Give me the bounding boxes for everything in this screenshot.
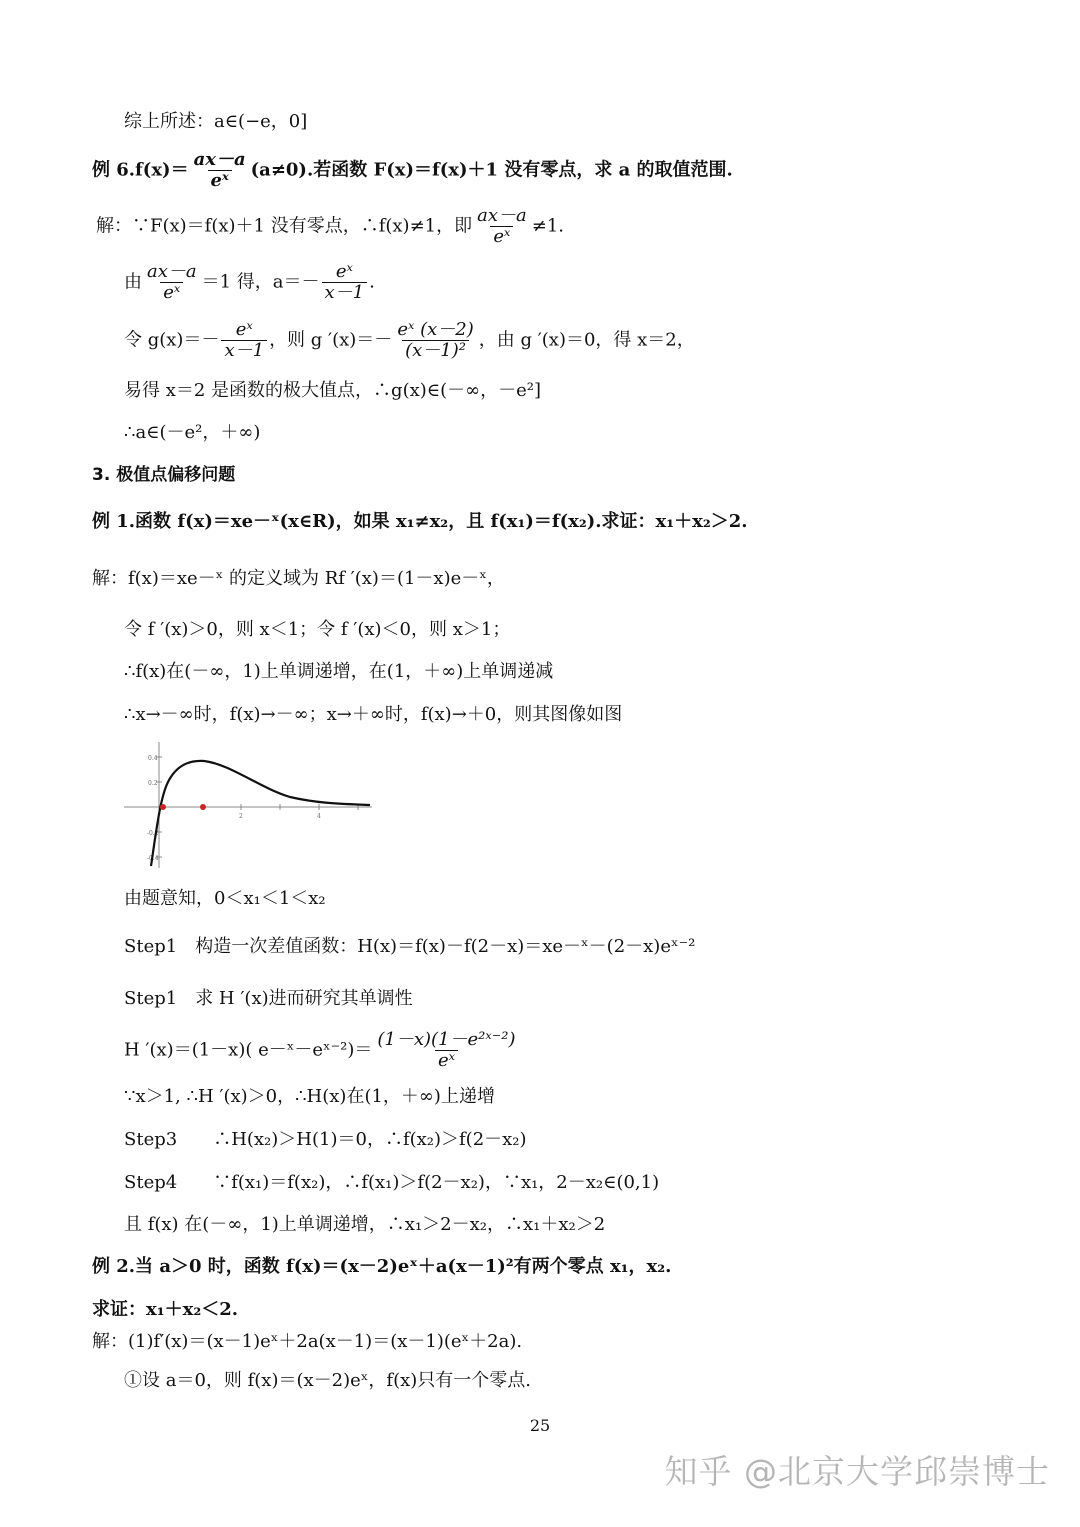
example-6-prefix: 例 6.f(x)＝ <box>92 159 189 181</box>
step-1-construct: Step1 构造一次差值函数：H(x)＝f(x)－f(2－x)＝xe－ˣ－(2－x)eˣ⁻² <box>124 936 696 957</box>
example-2-solution-line-2: ①设 a＝0，则 f(x)＝(x－2)eˣ，f(x)只有一个零点. <box>124 1370 531 1391</box>
x-tick-label: 4 <box>317 813 321 820</box>
solution-line-3-fraction-2 <box>394 320 476 361</box>
example-1-solution-line-5: 由题意知，0＜x₁＜1＜x₂ <box>124 888 326 909</box>
conclusion-line-2: 且 f(x) 在(－∞，1)上单调递增，∴x₁＞2－x₂，∴x₁＋x₂＞2 <box>124 1214 606 1235</box>
example-2-prove: 求证：x₁＋x₂＜2. <box>92 1299 239 1320</box>
solution-line-1-suffix: ≠1. <box>531 215 564 237</box>
fraction-numerator: (1－x)(1－e²ˣ⁻²) <box>377 1029 516 1050</box>
solution-line-2-prefix: 由 <box>124 271 142 293</box>
derivative-prefix: H ′(x)＝(1－x)( e－ˣ－eˣ⁻²)＝ <box>124 1039 373 1061</box>
example-1-solution-line-2: 令 f ′(x)＞0，则 x＜1；令 f ′(x)＜0，则 x＞1； <box>124 619 511 640</box>
solution-line-3-prefix: 令 g(x)＝－ <box>124 329 220 351</box>
fraction-denominator: (x－1)² <box>402 340 469 361</box>
fraction-numerator: ax－a <box>193 149 246 170</box>
x-tick-label: 2 <box>239 813 243 820</box>
solution-line-1 <box>96 206 564 247</box>
solution-line-1-fraction <box>474 206 530 247</box>
critical-point <box>200 804 206 810</box>
conclusion-line: 综上所述：a∈(−e，0] <box>124 111 308 132</box>
fraction-numerator: ax－a <box>477 205 527 226</box>
example-6-fraction <box>191 150 249 191</box>
fraction-numerator: eˣ (x－2) <box>397 319 474 340</box>
function-graph <box>120 738 376 870</box>
solution-line-3-middle: ，则 g ′(x)＝－ <box>269 329 393 351</box>
solution-line-2-fraction-1 <box>144 262 200 303</box>
solution-line-2-suffix: . <box>369 271 375 293</box>
solution-line-2-middle: ＝1 得，a＝－ <box>201 271 320 293</box>
example-6-statement <box>92 150 733 191</box>
section-heading: 3. 极值点偏移问题 <box>92 465 236 485</box>
example-1-solution-line-4: ∴x→－∞时，f(x)→－∞；x→＋∞时，f(x)→＋0，则其图像如图 <box>124 704 623 725</box>
derivative-fraction <box>374 1030 518 1071</box>
step-4-line: Step4 ∵f(x₁)＝f(x₂)，∴f(x₁)＞f(2－x₂)，∵x₁，2－x₂∈(0,1) <box>124 1172 660 1193</box>
y-tick-label: -0.2 <box>147 830 159 837</box>
example-2-statement: 例 2.当 a＞0 时，函数 f(x)＝(x－2)eˣ＋a(x－1)²有两个零点 x₁，x₂. <box>92 1256 672 1277</box>
y-tick-label: 0.4 <box>148 755 158 762</box>
derivative-expression <box>124 1030 521 1071</box>
fraction-denominator: eˣ <box>490 226 513 247</box>
y-tick-label: 0.2 <box>148 780 158 787</box>
fraction-denominator: eˣ <box>208 170 232 191</box>
curve <box>151 761 370 866</box>
solution-line-3-fraction-1 <box>221 320 267 361</box>
step-1-derivative: Step1 求 H ′(x)进而研究其单调性 <box>124 988 413 1009</box>
solution-line-5: ∴a∈(－e²，＋∞) <box>124 422 261 443</box>
monotonic-line: ∵x＞1, ∴H ′(x)＞0，∴H(x)在(1，＋∞)上递增 <box>124 1086 495 1107</box>
fraction-denominator: eˣ <box>435 1050 458 1071</box>
example-1-solution-line-3: ∴f(x)在(－∞，1)上单调递增，在(1，＋∞)上单调递减 <box>124 661 554 682</box>
fraction-numerator: eˣ <box>235 319 253 340</box>
y-tick-label: -0.4 <box>147 855 159 862</box>
example-6-suffix: (a≠0).若函数 F(x)＝f(x)＋1 没有零点，求 a 的取值范围. <box>250 159 733 181</box>
step-3-line: Step3 ∴H(x₂)＞H(1)＝0，∴f(x₂)＞f(2－x₂) <box>124 1129 527 1150</box>
page-number: 25 <box>529 1416 551 1435</box>
solution-line-3 <box>124 320 695 361</box>
solution-line-2 <box>124 262 375 303</box>
fraction-numerator: ax－a <box>147 261 197 282</box>
zero-point <box>160 804 166 810</box>
solution-line-3-suffix: ，由 g ′(x)＝0，得 x＝2， <box>478 329 695 351</box>
example-1-statement: 例 1.函数 f(x)＝xe－ˣ(x∈R)，如果 x₁≠x₂，且 f(x₁)＝f(x₂).求证：x₁＋x₂＞2. <box>92 511 748 532</box>
solution-line-1-prefix: 解：∵F(x)＝f(x)＋1 没有零点，∴f(x)≠1，即 <box>96 215 473 237</box>
fraction-numerator: eˣ <box>335 261 353 282</box>
solution-line-2-fraction-2 <box>322 262 368 303</box>
fraction-denominator: x－1 <box>322 282 368 303</box>
fraction-denominator: eˣ <box>160 282 183 303</box>
watermark: 知乎 @北京大学邱崇博士 <box>664 1452 1050 1491</box>
example-1-solution-line-1: 解：f(x)＝xe－ˣ 的定义域为 Rf ′(x)＝(1－x)e－ˣ， <box>92 568 505 589</box>
fraction-denominator: x－1 <box>221 340 267 361</box>
solution-line-4: 易得 x＝2 是函数的极大值点，∴g(x)∈(－∞，－e²] <box>124 380 541 401</box>
example-2-solution-line-1: 解：(1)f′(x)＝(x－1)eˣ＋2a(x－1)＝(x－1)(eˣ＋2a). <box>92 1331 523 1352</box>
